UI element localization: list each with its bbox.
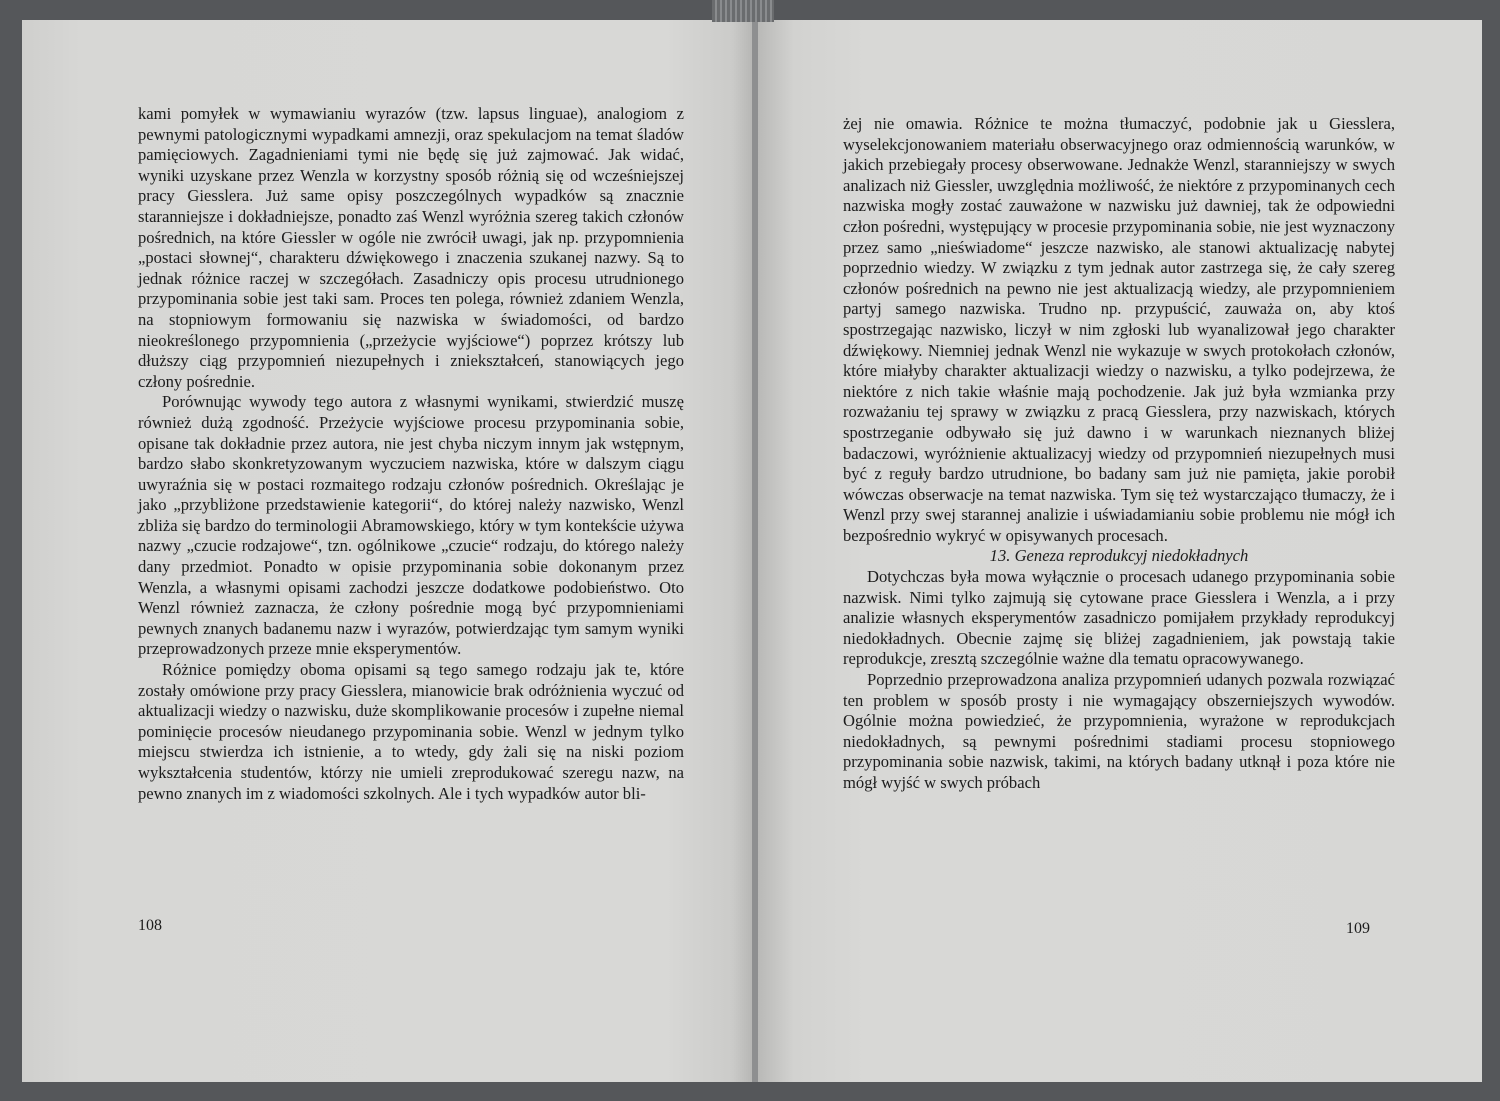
paragraph: Dotychczas była mowa wyłącznie o procesach udanego przypominania sobie nazwisk. Nimi tylko zajmują się cytowane prace Giesslera i Wenzla, a i przy analizie własnych eksperymentów zasadniczo pomijałem przykłady reprodukcyj niedokładnych. Obecnie zajmę się bliżej zagadnieniem, jak powstają takie reprodukcje, zresztą szczególnie ważne dla tematu opracowywanego. bbox=[843, 567, 1395, 669]
paragraph: kami pomyłek w wymawianiu wyrazów (tzw. lapsus linguae), analogiom z pewnymi patologicznymi wypadkami amnezji, oraz spekulacjom na temat śladów pamięciowych. Zagadnieniami tymi nie będę się już zajmować. Jak widać, wyniki uzyskane przez Wenzla w korzystny sposób różnią się od wcześniejszej pracy Giesslera. Już same opisy poszczególnych wypadków są znacznie staranniejsze i dokładniejsze, ponadto zaś Wenzl wyróżnia szereg takich członów pośrednich, na które Giessler w ogóle nie zwrócił uwagi, jak np. przypomnienia „postaci słownej“, charakteru dźwiękowego i znaczenia szukanej nazwy. Są to jednak różnice raczej w szczegółach. Zasadniczy opis procesu utrudnionego przypominania sobie jest taki sam. Proces ten polega, również zdaniem Wenzla, na stopniowym formowaniu się nazwiska w świadomości, od bardzo nieokreślonego przypomnienia („przeżycie wyjściowe“) poprzez krótszy lub dłuższy ciąg przypomnień niezupełnych i zniekształceń, stanowiących jego człony pośrednie. bbox=[138, 104, 684, 391]
left-page bbox=[22, 20, 754, 1082]
paragraph: żej nie omawia. Różnice te można tłumaczyć, podobnie jak u Giesslera, wyselekcjonowaniem materiału obserwacyjnego oraz odmiennością warunków, w jakich przebiegały procesy obserwowane. Jednakże Wenzl, staranniejszy w swych analizach niż Giessler, uwzględnia możliwość, że niektóre z przypominanych cech nazwiska mogły zostać zauważone w nazwisku już dawniej, tak że odpowiedni człon pośredni, występujący w procesie przypominania sobie, nie jest wyznaczony przez samo „nieświadome“ jeszcze nazwisko, ale stanowi aktualizację nabytej poprzednio wiedzy. W związku z tym jednak autor zastrzega się, że cały szereg członów pośrednich na pewno nie jest aktualizacją wiedzy, ale przypomnieniem partyj samego nazwiska. Trudno np. przypuścić, zauważa on, aby ktoś spostrzegając nazwisko, liczył w nim zgłoski lub wyanalizował jego charakter dźwiękowy. Niemniej jednak Wenzl nie wykazuje w swych protokołach członów, które miałyby charakter aktualizacji wiedzy o nazwisku, a tylko podejrzewa, że niektóre z nich takie właśnie mają pochodzenie. Jak już była wzmianka przy rozważaniu tej sprawy w związku z pracą Giesslera, przy nazwiskach, których spostrzeganie odbywało się już dawno i w warunkach nieznanych bliżej badaczowi, wyróżnienie aktualizacyj wiedzy od przypomnień niezupełnych musi być z reguły bardzo utrudnione, bo badany sam już nie pamięta, jakie porobił wówczas obserwacje na temat nazwiska. Tym się też wystarczająco tłumaczy, że i Wenzl przy swej starannej analizie i uświadamianiu sobie problemu nie mógł ich bezpośrednio wykryć w opisywanych procesach. bbox=[843, 114, 1395, 545]
left-page-text bbox=[138, 104, 684, 804]
section-heading: 13. Geneza reprodukcyj niedokładnych bbox=[989, 546, 1249, 566]
book-spread bbox=[22, 20, 1482, 1082]
paragraph: Różnice pomiędzy oboma opisami są tego samego rodzaju jak te, które zostały omówione przy pracy Giesslera, mianowicie brak odróżnienia wyczuć od aktualizacji wiedzy o nazwisku, duże skomplikowanie procesów i zupełne niemal pominięcie procesów nieudanego przypominania sobie. Wenzl w jednym tylko miejscu stwierdza ich istnienie, a to wtedy, gdy żali się na niski poziom wykształcenia studentów, którzy nie umieli zreprodukować szeregu nazw, na pewno znanych im z wiadomości szkolnych. Ale i tych wypadków autor bli- bbox=[138, 660, 684, 803]
right-page-text bbox=[843, 114, 1395, 794]
paragraph: Porównując wywody tego autora z własnymi wynikami, stwierdzić muszę również dużą zgodność. Przeżycie wyjściowe procesu przypominania sobie, opisane tak dokładnie przez autora, nie jest chyba niczym innym jak wstępnym, bardzo słabo skonkretyzowanym wyczuciem nazwiska, które w dalszym ciągu uwyraźnia się w postaci rozmaitego rodzaju członów pośrednich. Określając je jako „przybliżone przedstawienie kategorii“, do której należy nazwisko, Wenzl zbliża się bardzo do terminologii Abramowskiego, który w tym kontekście używa nazwy „czucie rodzajowe“, tzn. ogólnikowe „czucie“ rodzaju, do którego należy dany przedmiot. Ponadto w opisie przypominania sobie dokonanym przez Wenzla, a własnymi opisami zachodzi jeszcze dodatkowe podobieństwo. Oto Wenzl również zaznacza, że człony pośrednie mogą być przypomnieniami pewnych znanych badanemu nazw i wyrazów, potwierdzając tym samym wyniki przeprowadzonych przeze mnie eksperymentów. bbox=[138, 392, 684, 659]
page-number-left: 108 bbox=[138, 917, 162, 934]
spine-binding bbox=[712, 0, 774, 22]
right-page bbox=[758, 20, 1482, 1082]
page-number-right: 109 bbox=[1346, 920, 1370, 937]
paragraph: Poprzednio przeprowadzona analiza przypomnień udanych pozwala rozwiązać ten problem w sposób prosty i nie wymagający obszerniejszych wywodów. Ogólnie można powiedzieć, że przypomnienia, wyrażone w reprodukcjach niedokładnych, są pewnymi pośrednimi stadiami procesu stopniowego przypominania sobie nazwisk, takimi, na których badany utknął i poza które nie mógł wyjść w swych próbach bbox=[843, 670, 1395, 792]
